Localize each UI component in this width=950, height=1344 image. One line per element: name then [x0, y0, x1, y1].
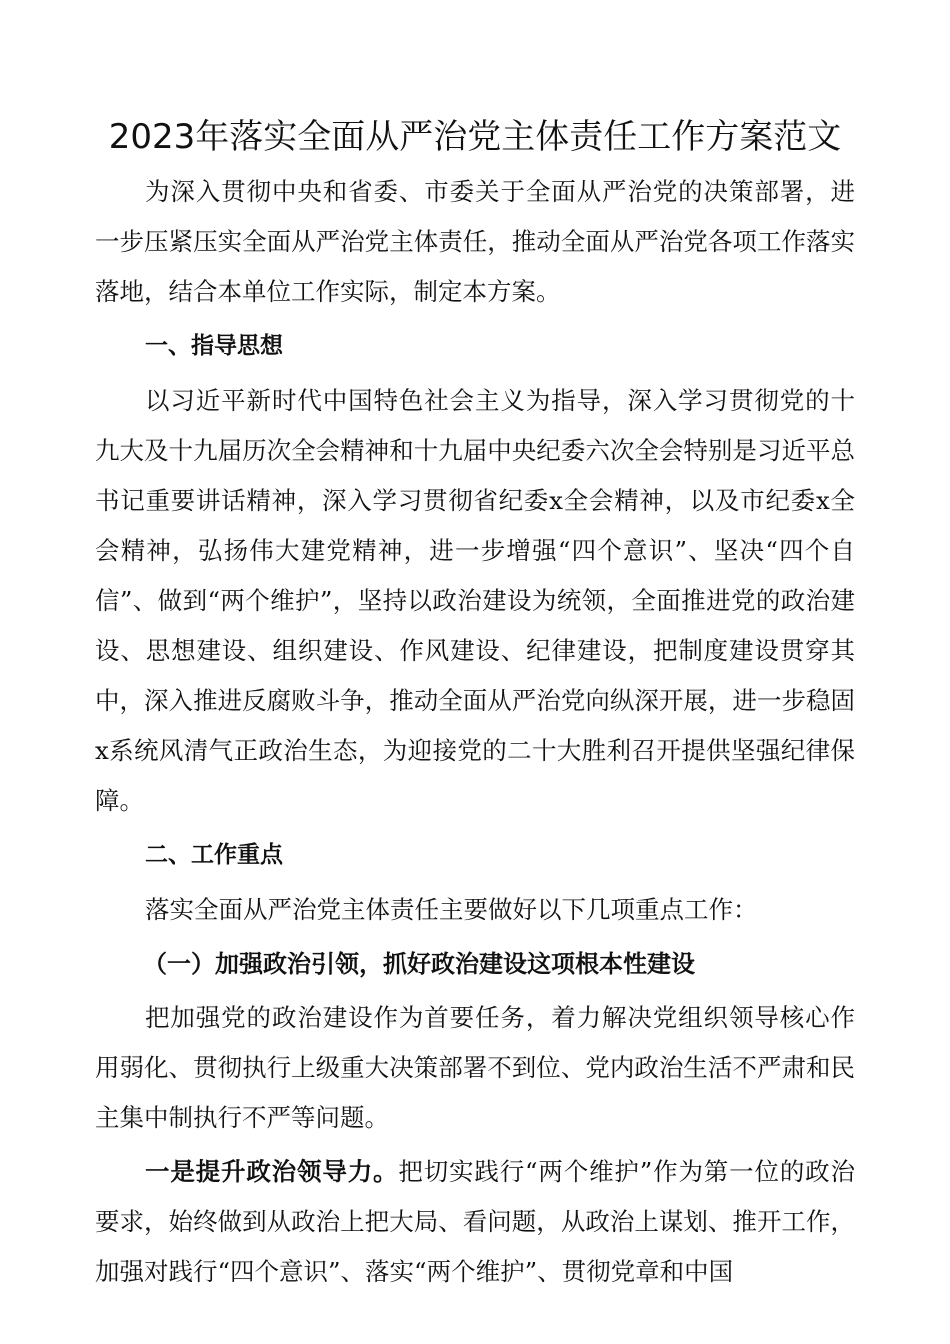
section-heading-guiding-ideology: 一、指导思想: [145, 333, 283, 359]
subsection-heading-political-leadership: （一）加强政治引领，抓好政治建设这项根本性建设: [143, 950, 695, 978]
point-one-lead: 一是提升政治领导力。: [145, 1157, 399, 1186]
document-body: [95, 167, 855, 1301]
point-one-text: 把切实践行“两个维护”作为第一位的政治要求，始终做到从政治上把大局、看问题，从政治上谋划、推开工作，加强对践行“四个意识”、落实“两个维护”、贯彻党章和中国: [95, 1157, 855, 1286]
political-leadership-paragraph: 把加强党的政治建设作为首要任务，着力解决党组织领导核心作用弱化、贯彻执行上级重大决策部署不到位、党内政治生活不严肃和民主集中制执行不严等问题。: [95, 1003, 855, 1132]
work-focus-intro-paragraph: 落实全面从严治党主体责任主要做好以下几项重点工作：: [145, 895, 758, 924]
point-one-paragraph: [95, 1147, 855, 1297]
section-heading-work-focus: 二、工作重点: [145, 842, 283, 868]
intro-paragraph: 为深入贯彻中央和省委、市委关于全面从严治党的决策部署，进一步压紧压实全面从严治党主体责任，推动全面从严治党各项工作落实落地，结合本单位工作实际，制定本方案。: [95, 177, 855, 306]
guiding-ideology-paragraph: 以习近平新时代中国特色社会主义为指导，深入学习贯彻党的十九大及十九届历次全会精神和十九届中央纪委六次全会特别是习近平总书记重要讲话精神，深入学习贯彻省纪委x全会精神，以及市纪委x全会精神，弘扬伟大建党精神，进一步增强“四个意识”、坚决“四个自信”、做到“两个维护”，坚持以政治建设为统领，全面推进党的政治建设、思想建设、组织建设、作风建设、纪律建设，把制度建设贯穿其中，深入推进反腐败斗争，推动全面从严治党向纵深开展，进一步稳固x系统风清气正政治生态，为迎接党的二十大胜利召开提供坚强纪律保障。: [95, 386, 855, 815]
document-title: 2023年落实全面从严治党主体责任工作方案范文: [108, 117, 842, 157]
